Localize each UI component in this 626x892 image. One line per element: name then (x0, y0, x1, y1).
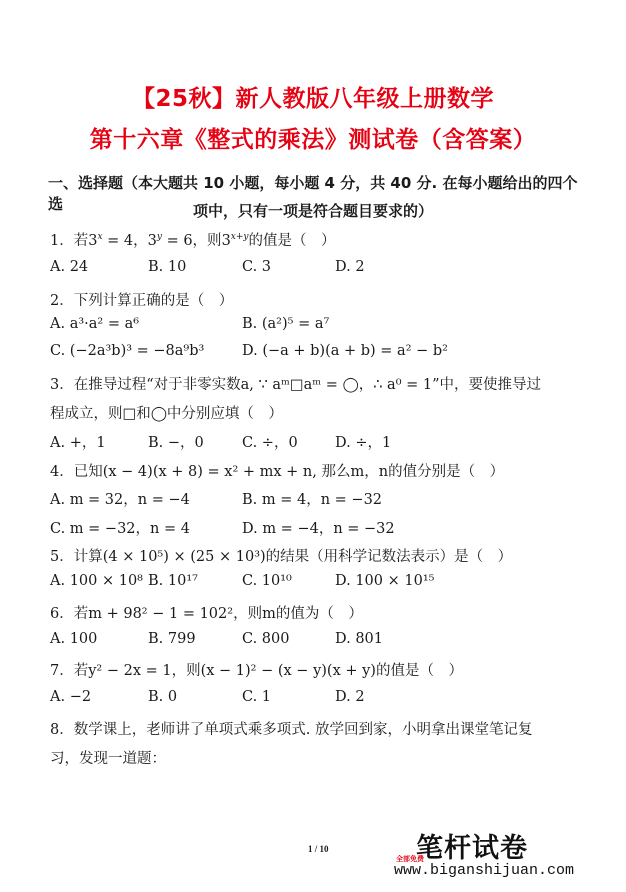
q7-option-c: C. 1 (242, 689, 272, 705)
question-4: 4．已知(x − 4)(x + 8) = x² + mx + n, 那么m，n的值分别是（ ） (50, 464, 505, 480)
q2-option-c: C. (−2a³b)³ = −8a⁹b³ (50, 343, 205, 359)
q5-option-b: B. 10¹⁷ (148, 573, 198, 589)
q2-option-a: A. a³·a² = a⁶ (50, 316, 140, 332)
question-8: 8．数学课上，老师讲了单项式乘多项式. 放学回到家，小明拿出课堂笔记复 (50, 722, 533, 738)
q4-option-b: B. m = 4，n = −32 (242, 492, 383, 508)
page-number: 1 / 10 (308, 844, 329, 854)
q3-option-b: B. −，0 (148, 435, 204, 451)
q7-option-a: A. −2 (50, 689, 92, 705)
q2-option-d: D. (−a + b)(a + b) = a² − b² (242, 343, 448, 359)
q6-option-a: A. 100 (50, 631, 98, 647)
q6-option-c: C. 800 (242, 631, 290, 647)
q6-option-d: D. 801 (335, 631, 384, 647)
section-header-line1: 一、选择题（本大题共 10 小题，每小题 4 分，共 40 分. 在每小题给出的四个选 (48, 174, 578, 213)
question-1: 1．若$3^x = 4$，$3^y = 6$，则$3^{x+y}$的值是（ ） (50, 232, 336, 249)
q1-option-d: D. 2 (335, 259, 365, 275)
q4-option-a: A. m = 32，n = −4 (50, 492, 190, 508)
doc-title-line1: 【25秋】新人教版八年级上册数学 (131, 86, 494, 112)
q2-option-b: B. (a²)⁵ = a⁷ (242, 316, 330, 332)
q3-option-d: D. ÷，1 (335, 435, 392, 451)
question-8-continued: 习，发现一道题： (50, 751, 166, 767)
q7-option-b: B. 0 (148, 689, 178, 705)
question-2: 2．下列计算正确的是（ ） (50, 293, 234, 309)
q5-option-a: A. 100 × 10⁸ (50, 573, 143, 589)
question-3: 3．在推导过程“对于非零实数a, ∵ aᵐ□aᵐ = ◯，∴ a⁰ = 1”中，要使推导过 (50, 377, 542, 393)
question-6: 6．若m + 98² − 1 = 102²，则m的值为（ ） (50, 606, 363, 622)
q6-option-b: B. 799 (148, 631, 196, 647)
q1-option-a: A. 24 (50, 259, 89, 275)
doc-title-line2: 第十六章《整式的乘法》测试卷（含答案） (89, 127, 537, 153)
logo-tag: 全部免费 (396, 855, 424, 863)
q4-option-d: D. m = −4，n = −32 (242, 521, 395, 537)
question-7: 7．若y² − 2x = 1，则(x − 1)² − (x − y)(x + y)的值是（ ） (50, 663, 463, 679)
q3-option-c: C. ÷，0 (242, 435, 298, 451)
q1-option-c: C. 3 (242, 259, 272, 275)
q5-option-c: C. 10¹⁰ (242, 573, 292, 589)
q5-option-d: D. 100 × 10¹⁵ (335, 573, 435, 589)
logo-url: www.biganshijuan.com (394, 862, 575, 879)
question-5: 5．计算(4 × 10⁵) × (25 × 10³)的结果（用科学记数法表示）是（ ） (50, 549, 513, 565)
q7-option-d: D. 2 (335, 689, 365, 705)
section-header-line2: 项中，只有一项是符合题目要求的） (192, 202, 433, 220)
q4-option-c: C. m = −32，n = 4 (50, 521, 190, 537)
q3-option-a: A. +，1 (50, 435, 106, 451)
q1-option-b: B. 10 (148, 259, 187, 275)
question-3-continued: 程成立，则□和◯中分别应填（ ） (50, 406, 283, 422)
logo-text: 笔杆试卷 (416, 833, 528, 864)
